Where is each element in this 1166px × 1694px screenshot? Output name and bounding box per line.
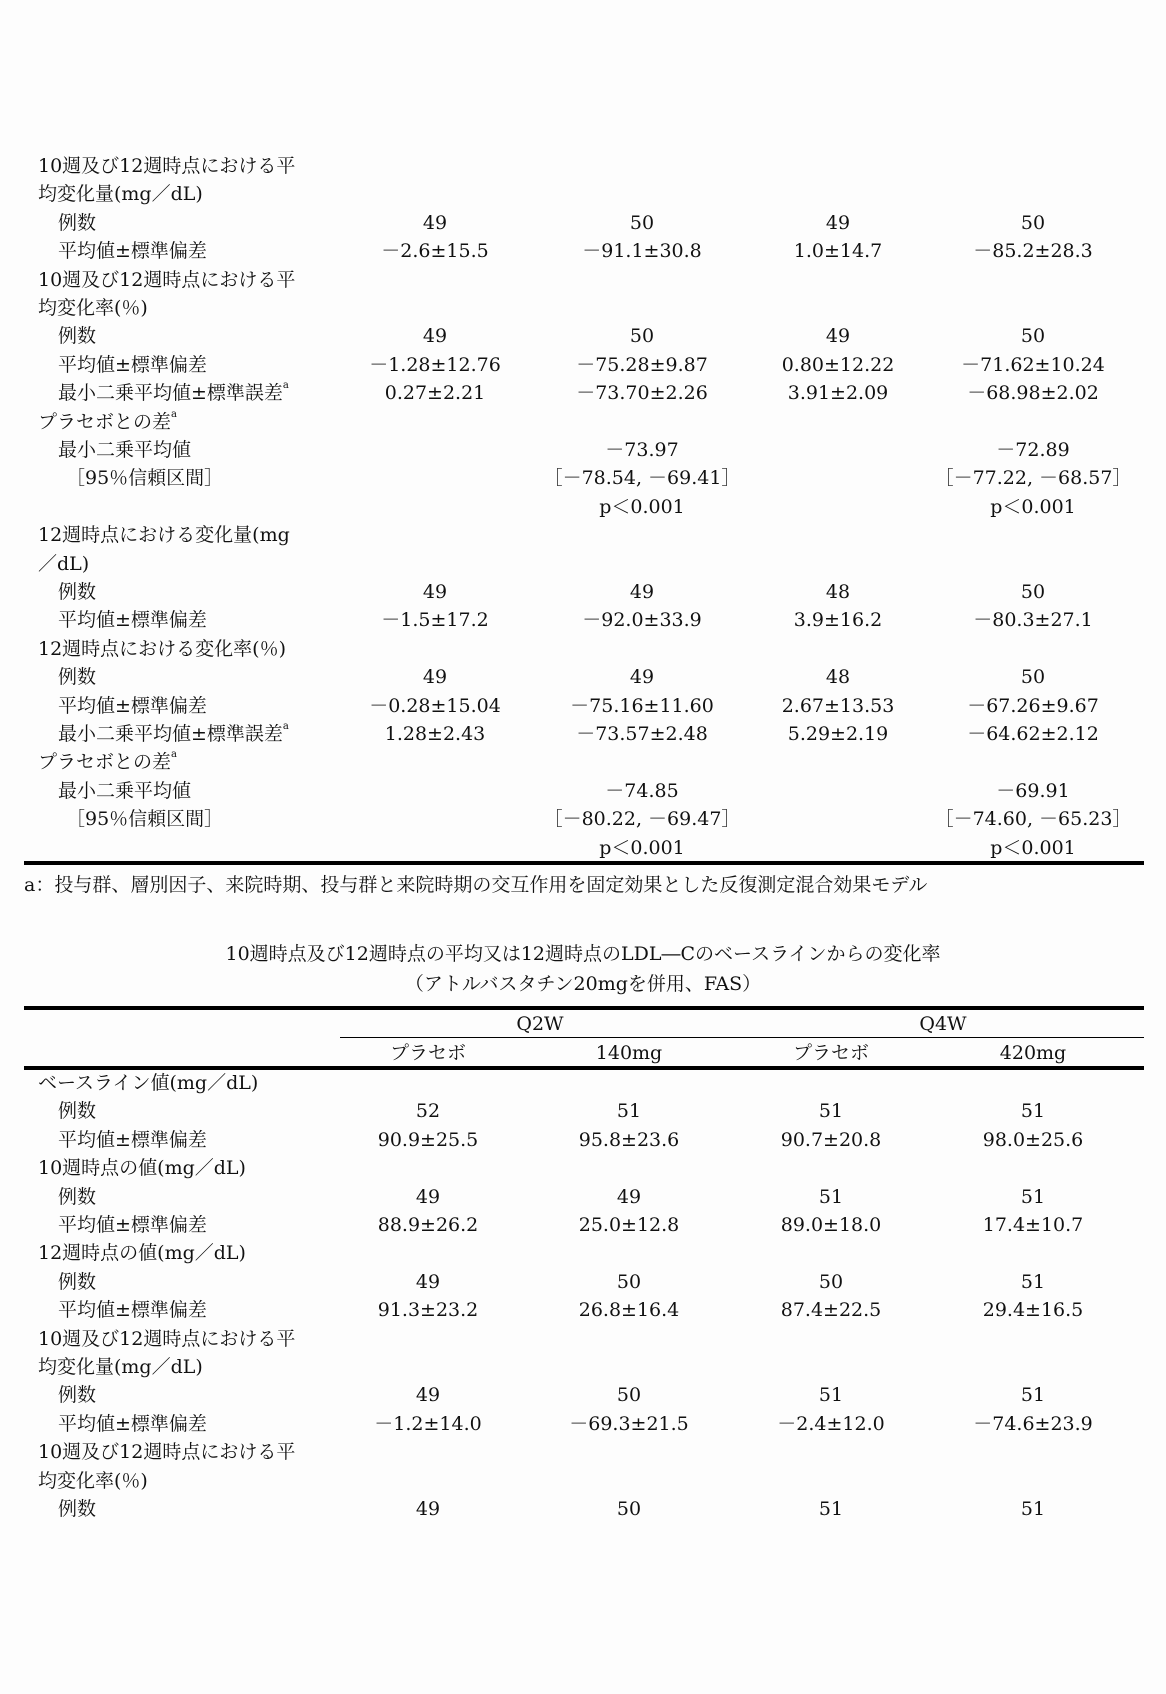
row-label: [66, 805, 223, 833]
row-label-text: 均変化量(mg／dL): [38, 1356, 203, 1378]
table-cell: 49: [415, 1384, 441, 1407]
table-cell: 88.9±26.2: [377, 1214, 479, 1236]
table-cell: 51: [818, 1384, 844, 1407]
row-label-text: 最小二乗平均値: [58, 439, 192, 461]
table-row: [0, 521, 1166, 549]
row-label: [38, 748, 177, 776]
row-label-text: 平均値±標準偏差: [58, 609, 207, 632]
table-cell: 29.4±16.5: [982, 1299, 1084, 1322]
row-label-text: 平均値±標準偏差: [58, 240, 207, 263]
table-cell: －69.3±21.5: [569, 1412, 689, 1435]
table-cell: 49: [415, 1270, 441, 1293]
table-row: [0, 550, 1166, 578]
table-cell: 51: [818, 1185, 844, 1208]
table-cell: －73.70±2.26: [576, 382, 708, 405]
table2-title-line2: （アトルバスタチン20mgを併用、FAS）: [404, 973, 762, 995]
table-cell: 3.91±2.09: [787, 382, 889, 405]
row-label: [38, 1239, 246, 1267]
table-cell: －64.62±2.12: [967, 723, 1099, 745]
row-label-text: 平均値±標準偏差: [58, 1128, 207, 1151]
table-cell: 2.67±13.53: [781, 694, 895, 717]
table-row: [0, 322, 1166, 350]
table-cell: 49: [825, 325, 851, 348]
row-label-text: 例数: [58, 1498, 97, 1520]
table-row: [0, 606, 1166, 634]
footnote-marker: a: [282, 721, 289, 732]
row-label-text: 例数: [58, 581, 97, 603]
table-cell: 49: [422, 581, 448, 603]
table-row: [0, 152, 1166, 180]
table-cell: －69.91: [996, 779, 1070, 802]
footnote-marker: a: [171, 749, 177, 761]
table-cell: 25.0±12.8: [578, 1214, 680, 1236]
table-cell: p＜0.001: [599, 495, 685, 518]
table-cell: 50: [1020, 211, 1046, 234]
footnote-marker: a: [282, 380, 289, 392]
table-cell: p＜0.001: [990, 495, 1076, 518]
row-label: [66, 464, 223, 492]
table-row: [0, 436, 1166, 464]
row-label: [58, 1381, 96, 1409]
table-row: [0, 1183, 1166, 1211]
table1-footnote: a：投与群、層別因子、来院時期、投与群と来院時期の交互作用を固定効果とした反復測定混合効果モデル: [24, 874, 928, 896]
table-cell: －74.85: [605, 779, 679, 802]
row-label: [38, 1353, 203, 1381]
table-cell: 0.80±12.22: [781, 353, 895, 376]
table-cell: －2.6±15.5: [381, 240, 489, 263]
row-label-text: 最小二乗平均値±標準誤差: [58, 723, 283, 745]
row-label-text: 10週時点の値(mg／dL): [38, 1157, 246, 1180]
table-cell: 49: [825, 211, 851, 234]
table-cell: ［－77.22, －68.57］: [934, 467, 1132, 490]
row-label: [38, 152, 295, 180]
table-row: [0, 1239, 1166, 1267]
table-cell: ［－78.54, －69.41］: [543, 467, 741, 490]
row-label: [58, 1410, 207, 1438]
table-row: [0, 1268, 1166, 1296]
table-cell: －91.1±30.8: [582, 240, 702, 263]
table-cell: 49: [629, 581, 655, 603]
row-label: [58, 209, 96, 237]
row-label-text: 例数: [58, 1270, 97, 1293]
table-cell: 26.8±16.4: [578, 1299, 680, 1322]
table-cell: 3.9±16.2: [793, 609, 883, 632]
table-row: [0, 1410, 1166, 1438]
table-cell: －74.6±23.9: [973, 1412, 1093, 1435]
row-label-text: 10週及び12週時点における平: [38, 1441, 296, 1464]
table-row: [0, 493, 1166, 521]
row-label-text: 均変化率(％): [38, 297, 148, 319]
table-row: [0, 1353, 1166, 1381]
table-row: [0, 805, 1166, 833]
row-label: [58, 692, 207, 720]
table-row: [0, 237, 1166, 265]
row-label: [58, 436, 191, 464]
row-label: [58, 1126, 207, 1154]
row-label: [38, 408, 177, 436]
table-row: [0, 408, 1166, 436]
row-label: [58, 1268, 96, 1296]
row-label: [38, 1438, 295, 1466]
table1-bottom-rule: [24, 861, 1144, 865]
table-cell: －75.16±11.60: [570, 694, 714, 717]
row-label: [38, 294, 148, 322]
row-label-text: ［95％信頼区間］: [66, 808, 224, 831]
table-cell: 51: [1020, 1270, 1046, 1293]
table-row: [0, 379, 1166, 407]
row-label: [38, 1069, 258, 1097]
row-label: [58, 322, 96, 350]
row-label-text: 例数: [58, 666, 97, 689]
column-header-q2w-140mg: 140mg: [595, 1042, 663, 1064]
table-cell: 50: [616, 1270, 642, 1293]
table-row: [0, 351, 1166, 379]
table-cell: 1.0±14.7: [793, 240, 883, 263]
table-cell: －0.28±15.04: [369, 694, 501, 717]
table-row: [0, 1438, 1166, 1466]
table-cell: 48: [825, 666, 851, 689]
row-label-text: ベースライン値(mg／dL): [38, 1072, 259, 1094]
table-cell: －73.57±2.48: [576, 723, 708, 745]
table-cell: 49: [422, 325, 448, 348]
row-label: [38, 1467, 148, 1495]
table-cell: －1.5±17.2: [381, 609, 489, 632]
row-label: [58, 1296, 207, 1324]
row-label-text: 均変化率(％): [38, 1469, 148, 1492]
row-label-text: 平均値±標準偏差: [58, 353, 207, 376]
row-label: [38, 1154, 246, 1182]
table-cell: 50: [1020, 325, 1046, 348]
table-cell: 48: [825, 581, 851, 603]
row-label: [58, 606, 207, 634]
row-label: [58, 1183, 96, 1211]
row-label: [58, 1211, 207, 1239]
table-cell: 49: [616, 1185, 642, 1208]
row-label: [58, 578, 96, 606]
table-cell: 49: [422, 211, 448, 234]
table-cell: －92.0±33.9: [582, 609, 702, 632]
table-row: [0, 663, 1166, 691]
table-cell: ［－80.22, －69.47］: [543, 808, 741, 831]
table-row: [0, 1495, 1166, 1523]
row-label: [38, 1325, 295, 1353]
table-cell: 90.9±25.5: [377, 1128, 479, 1151]
table-row: [0, 1126, 1166, 1154]
table-row: [0, 1211, 1166, 1239]
row-label-text: 均変化量(mg／dL): [38, 183, 203, 206]
table-cell: 52: [415, 1100, 441, 1123]
row-label: [58, 351, 207, 379]
row-label: [58, 663, 96, 691]
table-row: [0, 578, 1166, 606]
table-row: [0, 720, 1166, 748]
table-cell: －1.2±14.0: [374, 1412, 482, 1435]
row-label-text: 例数: [58, 1100, 97, 1123]
row-label-text: 平均値±標準偏差: [58, 1412, 207, 1435]
table-cell: －80.3±27.1: [973, 609, 1093, 632]
table-cell: 51: [818, 1100, 844, 1123]
table2-title-line1: 10週時点及び12週時点の平均又は12週時点のLDL―Cのベースラインからの変化率: [225, 943, 941, 965]
table-cell: 89.0±18.0: [780, 1214, 882, 1236]
row-label: [38, 266, 295, 294]
table-cell: 51: [1020, 1100, 1046, 1123]
table-cell: 91.3±23.2: [377, 1299, 479, 1322]
table-row: [0, 1296, 1166, 1324]
row-label-text: 例数: [58, 325, 97, 348]
row-label-text: 例数: [58, 1185, 97, 1208]
table-row: [0, 635, 1166, 663]
table-cell: －85.2±28.3: [973, 240, 1093, 263]
row-label-text: 10週及び12週時点における平: [38, 268, 296, 291]
table-row: [0, 266, 1166, 294]
row-label-text: 平均値±標準偏差: [58, 1214, 207, 1236]
table-row: [0, 464, 1166, 492]
row-label-text: 例数: [58, 1384, 97, 1407]
table-cell: －75.28±9.87: [576, 353, 708, 376]
row-label-text: 最小二乗平均値±標準誤差: [58, 382, 283, 405]
row-label: [58, 777, 191, 805]
table-cell: 50: [1020, 581, 1046, 603]
table-cell: 49: [415, 1185, 441, 1208]
table-row: [0, 748, 1166, 776]
row-label-text: 例数: [58, 211, 97, 234]
table-cell: ［－74.60, －65.23］: [934, 808, 1132, 831]
table-cell: 50: [818, 1270, 844, 1293]
table-cell: 51: [616, 1100, 642, 1123]
row-label-text: プラセボとの差: [38, 751, 172, 774]
table-cell: －72.89: [996, 439, 1070, 461]
table-cell: －1.28±12.76: [369, 353, 501, 376]
row-label-text: 10週及び12週時点における平: [38, 155, 296, 177]
row-label: [58, 237, 207, 265]
column-header-q4w-420mg: 420mg: [999, 1042, 1067, 1064]
row-label: [58, 720, 289, 748]
row-label: [38, 180, 203, 208]
row-label: [58, 379, 289, 407]
table-cell: 1.28±2.43: [384, 723, 486, 745]
row-label-text: プラセボとの差: [38, 410, 172, 433]
table-row: [0, 180, 1166, 208]
table-cell: －2.4±12.0: [777, 1412, 885, 1435]
row-label: [38, 635, 286, 663]
table-cell: 50: [616, 1498, 642, 1520]
table-cell: 49: [415, 1498, 441, 1520]
row-label-text: 最小二乗平均値: [58, 779, 192, 802]
column-header-q4w-placebo: プラセボ: [792, 1042, 869, 1064]
table-row: [0, 777, 1166, 805]
table-cell: 49: [422, 666, 448, 689]
table-cell: 98.0±25.6: [982, 1128, 1084, 1151]
table-cell: p＜0.001: [599, 836, 685, 859]
table-cell: 51: [1020, 1384, 1046, 1407]
table-cell: 0.27±2.21: [384, 382, 486, 405]
table-cell: －73.97: [605, 439, 679, 461]
row-label-text: ［95％信頼区間］: [66, 467, 224, 490]
table-row: [0, 1325, 1166, 1353]
row-label-text: 12週時点における変化率(％): [38, 637, 287, 660]
table-row: [0, 834, 1166, 862]
table-row: [0, 1097, 1166, 1125]
row-label-text: ／dL): [38, 552, 90, 575]
group-header-q4w: Q4W: [919, 1013, 967, 1035]
table-cell: 17.4±10.7: [982, 1214, 1084, 1236]
table-cell: 51: [1020, 1498, 1046, 1520]
group-header-divider: [340, 1037, 1144, 1038]
row-label-text: 12週時点における変化量(mg: [38, 524, 290, 547]
table-cell: 50: [629, 211, 655, 234]
table-cell: 49: [629, 666, 655, 689]
column-header-q2w-placebo: プラセボ: [389, 1042, 466, 1064]
row-label-text: 平均値±標準偏差: [58, 694, 207, 717]
table-row: [0, 294, 1166, 322]
row-label: [38, 521, 290, 549]
row-label: [58, 1495, 96, 1523]
footnote-marker: a: [171, 408, 177, 420]
table-cell: 50: [629, 325, 655, 348]
table-row: [0, 1069, 1166, 1097]
row-label-text: 平均値±標準偏差: [58, 1299, 207, 1322]
table-row: [0, 692, 1166, 720]
table-cell: p＜0.001: [990, 836, 1076, 859]
table-cell: 5.29±2.19: [787, 723, 889, 745]
table-cell: 50: [616, 1384, 642, 1407]
table-cell: －68.98±2.02: [967, 382, 1099, 405]
table-cell: 90.7±20.8: [780, 1128, 882, 1151]
table-cell: －71.62±10.24: [961, 353, 1105, 376]
table-cell: 95.8±23.6: [578, 1128, 680, 1151]
table-cell: －67.26±9.67: [967, 694, 1099, 717]
table-cell: 51: [1020, 1185, 1046, 1208]
row-label-text: 12週時点の値(mg／dL): [38, 1242, 246, 1265]
table-cell: 51: [818, 1498, 844, 1520]
table-row: [0, 209, 1166, 237]
row-label: [38, 550, 89, 578]
table-row: [0, 1467, 1166, 1495]
table-row: [0, 1154, 1166, 1182]
group-header-q2w: Q2W: [516, 1013, 564, 1035]
table-row: [0, 1381, 1166, 1409]
table-cell: 87.4±22.5: [780, 1299, 882, 1322]
row-label-text: 10週及び12週時点における平: [38, 1327, 296, 1350]
table-cell: 50: [1020, 666, 1046, 689]
row-label: [58, 1097, 96, 1125]
